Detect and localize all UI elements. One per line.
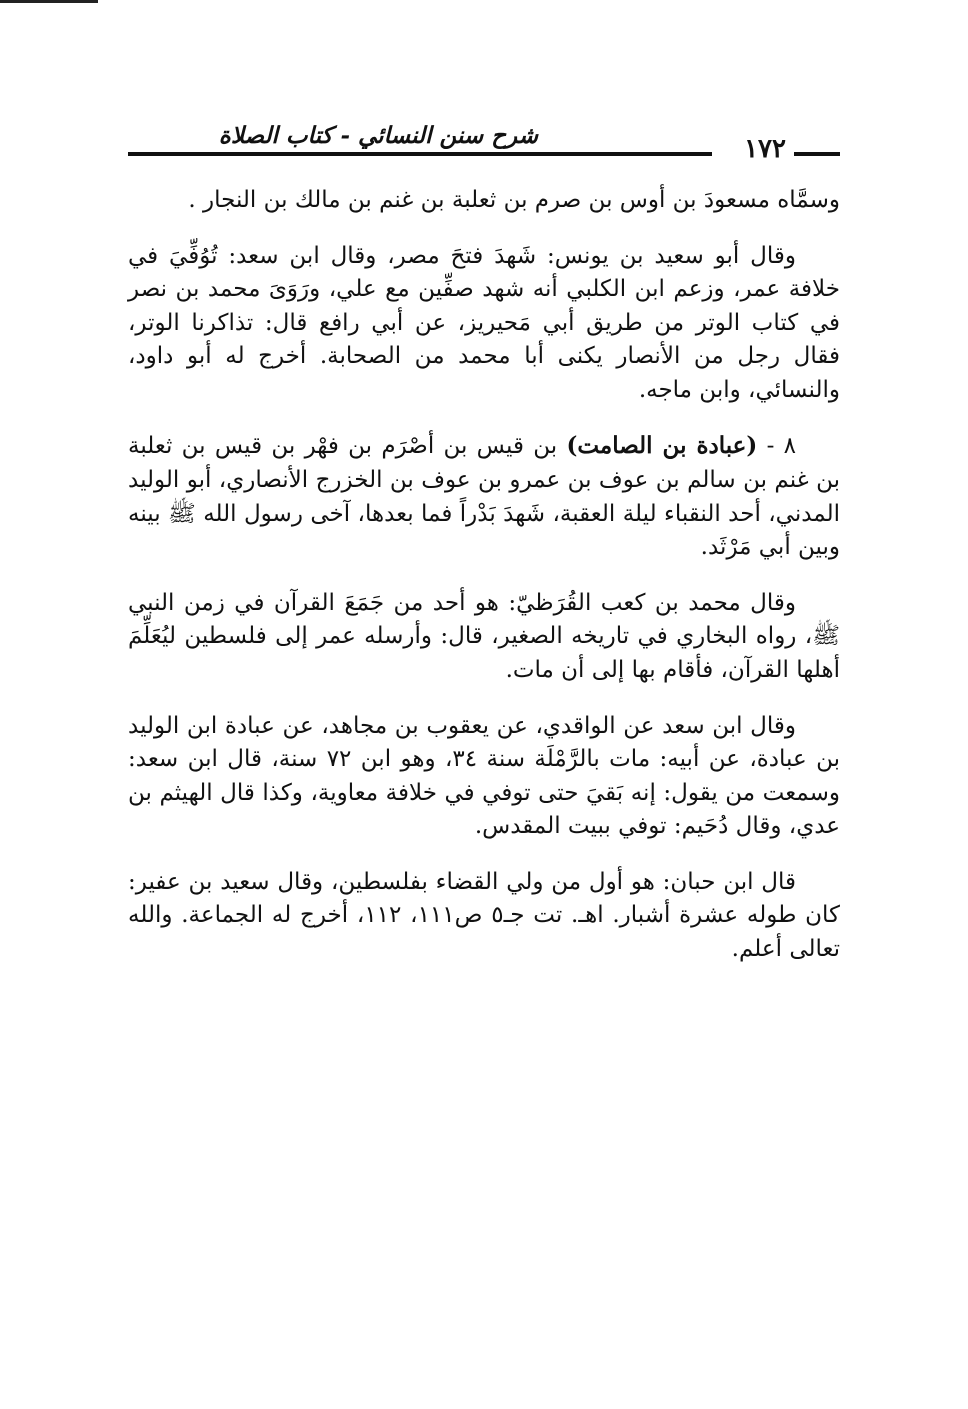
running-header <box>128 118 840 168</box>
entry-number: ٨ - <box>766 433 797 460</box>
header-rule <box>128 152 712 156</box>
paragraph-entry-8 <box>128 429 840 564</box>
paragraph: قال ابن حبان: هو أول من ولي القضاء بفلسطين، وقال سعيد بن عفير: كان طوله عشرة أشبار. اهـ. تت جـ٥ ص١١١، ١١٢، أخرج له الجماعة. والله تعالى أعلم. <box>128 868 841 962</box>
page-number-dash <box>794 152 840 156</box>
narrator-name: (عبادة بن الصامت) <box>566 432 758 460</box>
paragraph: وقال محمد بن كعب القُرَظيّ: هو أحد من جَمَعَ القرآن في زمن النبي ﷺ، رواه البخاري في تاريخه الصغير، قال: وأرسله عمر إلى فلسطين ليُعَلِّمَ أهلها القرآن، فأقام بها إلى أن مات. <box>128 589 840 683</box>
page-number: ١٧٢ <box>744 134 786 164</box>
scan-corner-mark <box>0 0 98 3</box>
running-header-title: شرح سنن النسائي - كتاب الصلاة <box>218 122 538 149</box>
paragraph: وقال أبو سعيد بن يونس: شَهدَ فتحَ مصر، وقال ابن سعد: تُوُفِّيَ في خلافة عمر، وزعم ابن الكلبي أنه شهد صفِّين مع علي، ورَوَىَ محمد بن نصر في كتاب الوتر من طريق أبي مَحيريز، عن أبي رافع قال: تذاكرنا الوتر، فقال رجل من الأنصار يكنى أبا محمد من الصحابة. أخرج له أبو داود، والنسائي، وابن ماجه. <box>128 242 840 403</box>
paragraph: وقال ابن سعد عن الواقدي، عن يعقوب بن مجاهد، عن عبادة ابن الوليد بن عبادة، عن أبيه: مات بالرَّمْلَة سنة ٣٤، وهو ابن ٧٢ سنة، قال ابن سعد: وسمعت من يقول: إنه بَقيَ حتى توفي في خلافة معاوية، وكذا قال الهيثم بن عدي، وقال دُحَيم: توفي ببيت المقدس. <box>128 712 840 840</box>
paragraph: وسمَّاه مسعودَ بن أوس بن صرم بن ثعلبة بن غنم بن مالك بن النجار . <box>188 187 840 213</box>
page-body <box>128 184 840 989</box>
entry-text: بن قيس بن أصْرَم بن فهْر بن قيس بن ثعلبة بن غنم بن سالم بن عوف بن عمرو بن عوف بن الخزرج الأنصاري، أبو الوليد المدني، أحد النقباء ليلة العقبة، شَهدَ بَدْراً فما بعدها، آخى رسول الله ﷺ بينه وبين أبي مَرْثَد. <box>128 433 840 561</box>
